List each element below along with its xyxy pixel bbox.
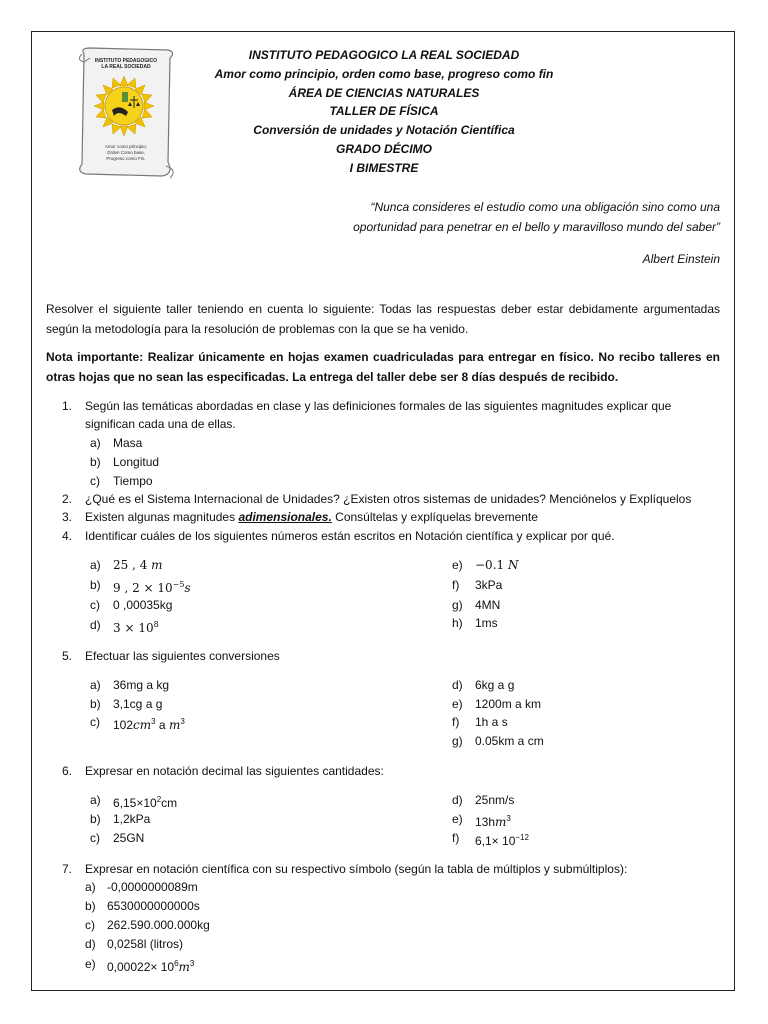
header-area: ÁREA DE CIENCIAS NATURALES [288, 85, 480, 100]
question-number: 3. [62, 510, 73, 524]
item-value: 3kPa [475, 578, 503, 592]
value-connector: a [155, 718, 169, 732]
item-text: Longitud [113, 455, 160, 469]
item-label: c) [85, 918, 95, 932]
item-value: 6530000000000s [107, 899, 200, 913]
question-number: 1. [62, 399, 73, 413]
item-label: e) [452, 697, 463, 711]
item-value: 1h a s [475, 715, 508, 729]
value-exponent: 6 [174, 959, 179, 968]
item-label: b) [85, 899, 96, 913]
value-unit: m [151, 558, 163, 572]
text-part: Existen algunas magnitudes [85, 510, 239, 524]
logo-motto-1: Amor como principio, [104, 144, 148, 149]
instructions-paragraph: Resolver el siguiente taller teniendo en cuenta lo siguiente: Todas las respuestas deber estar debidamente argumentadas según la metodología para la resolución de problemas con la que se ha venido. [46, 302, 720, 336]
item-label: a) [90, 793, 101, 807]
question-text: Identificar cuáles de los siguientes números están escritos en Notación científica y explicar por qué. [85, 529, 615, 543]
value-unit: s [184, 581, 191, 595]
question-text: Expresar en notación científica con su respectivo símbolo (según la tabla de múltiplos y submúltiplos): [85, 862, 628, 876]
value-unit: cm [161, 796, 178, 810]
sun-emblem [94, 76, 154, 136]
value-exponent: 3 [180, 717, 185, 726]
logo-motto-2: Orden Como base, [106, 150, 146, 155]
item-value [475, 829, 529, 850]
item-label: c) [90, 715, 100, 729]
value-number: −0.1 [475, 558, 508, 572]
value-exponent: −12 [515, 833, 529, 842]
item-label: e) [452, 812, 463, 826]
value-unit: N [507, 558, 519, 572]
item-label: b) [90, 812, 101, 826]
header-grade: GRADO DÉCIMO [336, 141, 432, 156]
item-label: a) [90, 558, 101, 572]
item-label: f) [452, 715, 460, 729]
value-base: 6,15×10 [113, 796, 157, 810]
value-base: 3 × 10 [113, 621, 154, 635]
question-text: Expresar en notación decimal las siguientes cantidades: [85, 764, 384, 778]
value-number: 13h [475, 815, 496, 829]
question-text: Efectuar las siguientes conversiones [85, 649, 280, 663]
question-text [85, 508, 538, 526]
question-number: 7. [62, 862, 73, 876]
item-label: b) [90, 697, 101, 711]
item-label: c) [90, 831, 100, 845]
item-value: 25GN [113, 831, 145, 845]
item-label: b) [90, 455, 101, 469]
value-number: 25 , 4 [113, 558, 152, 572]
item-value: 4MN [475, 598, 501, 612]
value-base: 0,00022× 10 [107, 960, 175, 974]
question-text: ¿Qué es el Sistema Internacional de Unidades? ¿Existen otros sistemas de unidades? Menciónelos y Explíquelos [85, 492, 692, 506]
item-value: 0.05km a cm [475, 734, 544, 748]
school-logo [70, 44, 182, 184]
item-label: d) [90, 618, 101, 632]
item-value: 0,0258l (litros) [107, 937, 184, 951]
item-text: Tiempo [113, 474, 153, 488]
item-value [113, 791, 177, 812]
question-number: 5. [62, 649, 73, 663]
value-base: 9 , 2 × 10 [113, 581, 173, 595]
value-unit: cm [133, 718, 152, 732]
value-exponent: 3 [506, 814, 511, 823]
item-label: c) [90, 474, 100, 488]
item-value [475, 810, 511, 831]
item-label: c) [90, 598, 100, 612]
item-label: f) [452, 578, 460, 592]
value-exponent: 3 [151, 717, 156, 726]
item-label: b) [90, 578, 101, 592]
item-label: f) [452, 831, 460, 845]
item-value: 1,2kPa [113, 812, 151, 826]
item-value [113, 616, 159, 637]
item-value [107, 955, 194, 976]
item-value [113, 713, 185, 734]
important-note: Nota importante: Realizar únicamente en hojas examen cuadriculadas para entregar en físico. No recibo talleres en otras hojas que no sean las especificadas. La entrega del taller debe ser 8 días después de recibido. [46, 350, 720, 384]
item-value: 262.590.000.000kg [107, 918, 210, 932]
item-value [113, 556, 163, 574]
value-base: 6,1× 10 [475, 834, 516, 848]
logo-title-bottom: LA REAL SOCIEDAD [101, 64, 151, 70]
item-label: a) [90, 436, 101, 450]
question-number: 6. [62, 764, 73, 778]
item-value: 25nm/s [475, 793, 515, 807]
quote-line-1: “Nunca consideres el estudio como una obligación sino como una [370, 200, 720, 214]
item-label: g) [452, 734, 463, 748]
value-exponent: −5 [172, 580, 185, 589]
value-unit: m [168, 718, 181, 732]
emphasized-term: adimensionales. [238, 510, 332, 524]
item-label: d) [452, 678, 463, 692]
document-header [184, 46, 584, 178]
item-label: e) [85, 957, 96, 971]
item-value: 6kg a g [475, 678, 515, 692]
item-value: 1200m a km [475, 697, 542, 711]
logo-motto-3: Progreso como Fin. [106, 156, 146, 161]
item-value: 36mg a kg [113, 678, 170, 692]
value-exponent: 2 [156, 795, 162, 804]
header-topic: Conversión de unidades y Notación Científica [253, 123, 515, 138]
item-text: Masa [113, 436, 143, 450]
value-number: 102 [113, 718, 134, 732]
item-label: e) [452, 558, 463, 572]
value-unit: m [178, 960, 190, 974]
question-number: 2. [62, 492, 73, 506]
question-number: 4. [62, 529, 73, 543]
item-label: a) [85, 880, 96, 894]
item-value: 0 ,00035kg [113, 598, 173, 612]
quote [300, 197, 720, 237]
item-value: -0,0000000089m [107, 880, 198, 894]
item-label: d) [452, 793, 463, 807]
value-unit: m [495, 815, 507, 829]
value-exponent: 3 [189, 959, 195, 968]
question-text: Según las temáticas abordadas en clase y las definiciones formales de las siguientes magnitudes explicar que [85, 399, 672, 413]
header-workshop: TALLER DE FÍSICA [329, 104, 439, 119]
header-term: I BIMESTRE [349, 160, 419, 175]
item-label: h) [452, 616, 463, 630]
header-motto: Amor como principio, orden como base, progreso como fin [214, 66, 554, 81]
item-label: a) [90, 678, 101, 692]
item-value: 1ms [475, 616, 498, 630]
header-school-name: INSTITUTO PEDAGOGICO LA REAL SOCIEDAD [248, 48, 520, 62]
item-label: d) [85, 937, 96, 951]
item-value [475, 556, 518, 574]
item-label: g) [452, 598, 463, 612]
item-value [113, 576, 191, 597]
value-exponent: 8 [153, 620, 159, 629]
item-value: 3,1cg a g [113, 697, 163, 711]
quote-author: Albert Einstein [642, 252, 720, 266]
quote-line-2: oportunidad para penetrar en el bello y maravilloso mundo del saber” [353, 220, 720, 234]
logo-title-top: INSTITUTO PEDAGOGICO [94, 58, 158, 64]
text-part: Consúltelas y explíquelas brevemente [331, 510, 538, 524]
question-text: significan cada una de ellas. [85, 417, 236, 431]
